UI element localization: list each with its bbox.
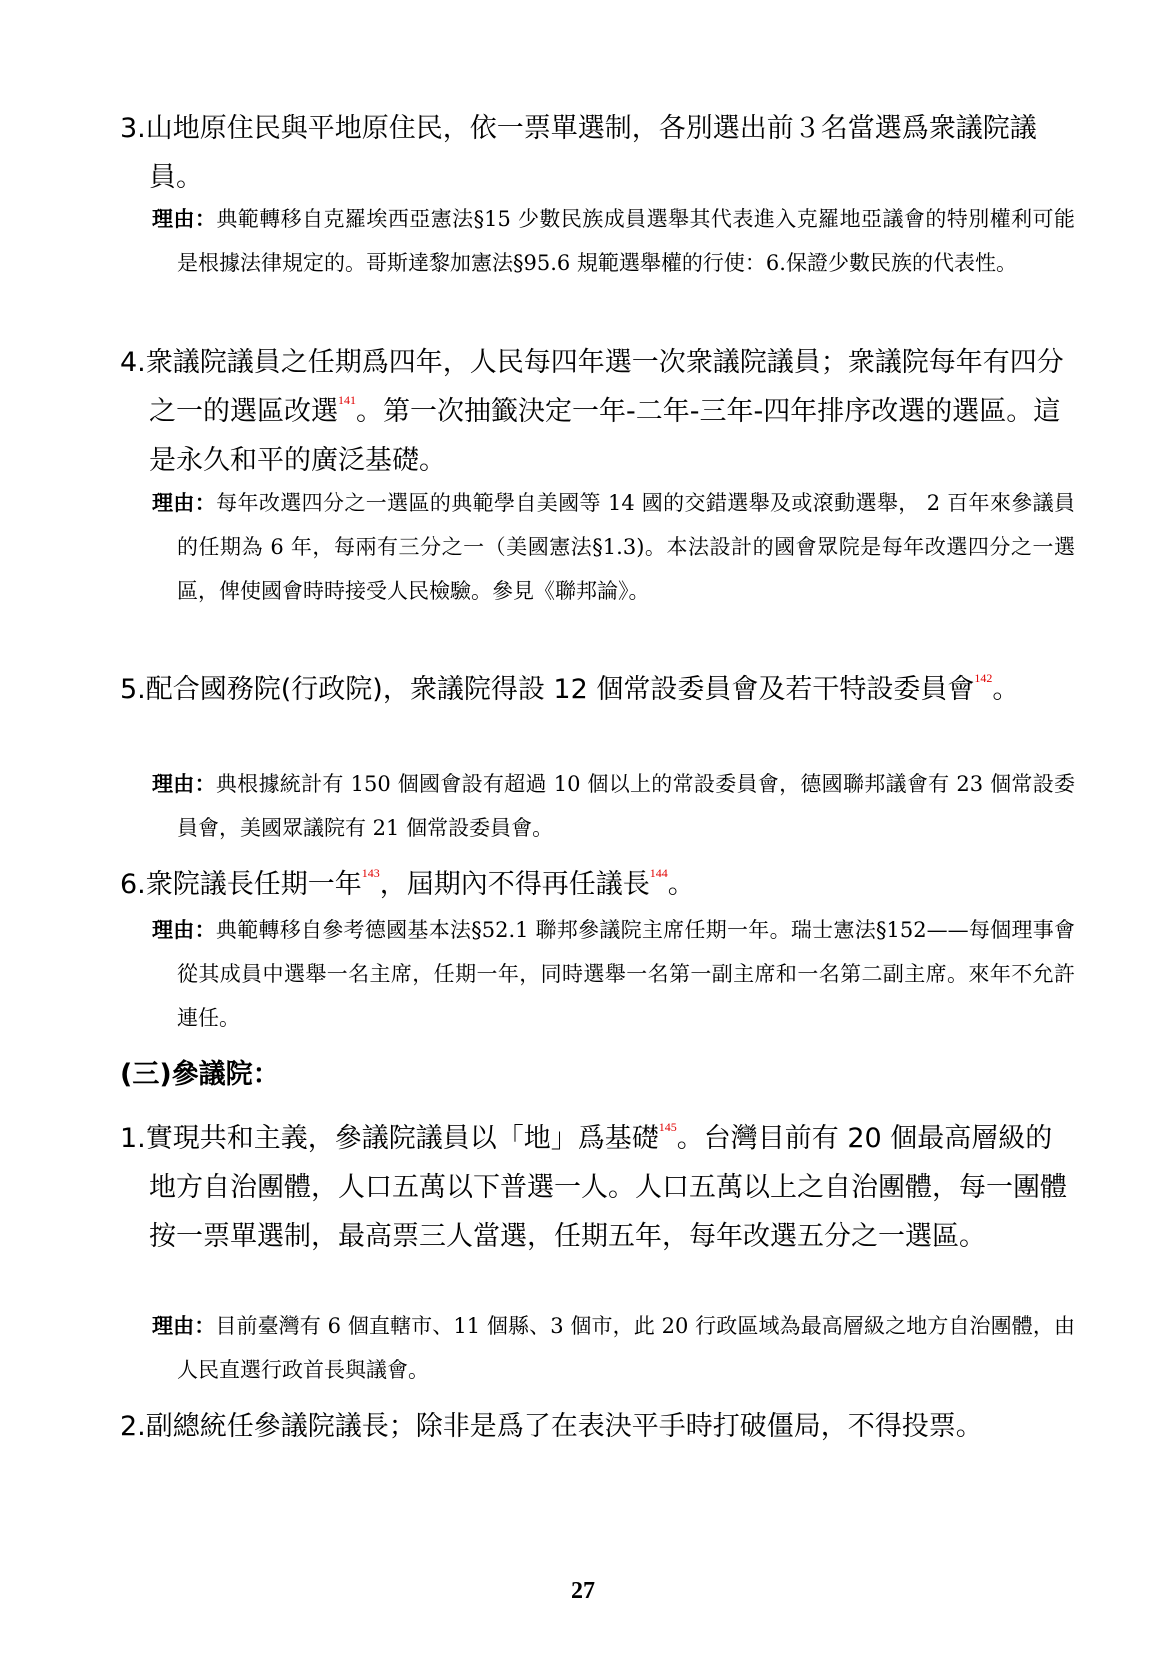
reason-label: 理由： <box>152 917 216 942</box>
reason-label: 理由： <box>152 1313 216 1338</box>
article-5 <box>120 665 1079 714</box>
page-number: 27 <box>571 1578 595 1604</box>
footnote-ref-144[interactable]: 144 <box>649 866 668 880</box>
reason-label: 理由： <box>152 490 217 515</box>
footnote-ref-145[interactable]: 145 <box>658 1120 677 1134</box>
article-3 <box>120 104 1079 202</box>
reason-text: 典範轉移自克羅埃西亞憲法§15 少數民族成員選舉其代表進入克羅地亞議會的特別權利可能是根據法律規定的。哥斯達黎加憲法§95.6 規範選舉權的行使：6.保證少數民族的代表性。 <box>177 207 1075 275</box>
senate-article-1-reason <box>152 1304 1075 1392</box>
article-5-text-1: 5.配合國務院(行政院)，衆議院得設 12 個常設委員會及若干特設委員會 <box>120 674 975 705</box>
senate-article-2-text: 2.副總統任參議院議長；除非是爲了在表決平手時打破僵局，不得投票。 <box>120 1411 983 1442</box>
article-4-text-2: 。第一次抽籤決定一年-二年-三年-四年排序改選的選區。這是永久和平的廣泛基礎。 <box>149 396 1061 476</box>
reason-label: 理由： <box>152 771 216 796</box>
article-6-text-3: 。 <box>667 869 695 900</box>
senate-article-1 <box>120 1114 1079 1261</box>
article-5-reason <box>152 762 1075 850</box>
reason-text: 每年改選四分之一選區的典範學自美國等 14 國的交錯選舉及或滾動選舉， 2 百年來參議員的任期為 6 年，每兩有三分之一（美國憲法§1.3)。本法設計的國會眾院是每年改選四分之一選區，俾使國會時時接受人民檢驗。參見《聯邦論》。 <box>177 491 1076 603</box>
article-6 <box>120 860 1079 909</box>
article-5-text-2: 。 <box>992 674 1020 705</box>
article-4-text-1: 4.衆議院議員之任期爲四年，人民每四年選一次衆議院議員；衆議院每年有四分之一的選區改選 <box>120 347 1064 427</box>
reason-text: 典根據統計有 150 個國會設有超過 10 個以上的常設委員會，德國聯邦議會有 23 個常設委員會，美國眾議院有 21 個常設委員會。 <box>177 772 1075 840</box>
article-3-text: 3.山地原住民與平地原住民，依一票單選制，各別選出前３名當選爲衆議院議員。 <box>120 113 1037 193</box>
senate-article-2 <box>120 1402 1079 1451</box>
senate-article-1-text-2: 。台灣目前有 20 個最高層級的地方自治團體，人口五萬以下普選一人。人口五萬以上之自治團體，每一團體按一票單選制，最高票三人當選，任期五年，每年改選五分之一選區。 <box>149 1123 1067 1252</box>
footnote-ref-141[interactable]: 141 <box>338 393 356 407</box>
article-3-reason <box>152 197 1075 285</box>
reason-text: 目前臺灣有 6 個直轄市、11 個縣、3 個市，此 20 行政區域為最高層級之地方自治團體，由人民直選行政首長與議會。 <box>177 1314 1076 1382</box>
reason-text: 典範轉移自參考德國基本法§52.1 聯邦參議院主席任期一年。瑞士憲法§152——每個理事會從其成員中選舉一名主席，任期一年，同時選舉一名第一副主席和一名第二副主席。來年不允許連任。 <box>177 918 1076 1030</box>
reason-label: 理由： <box>152 206 217 231</box>
article-4-reason <box>152 481 1075 613</box>
footnote-ref-143[interactable]: 143 <box>361 866 380 880</box>
article-6-text-1: 6.衆院議長任期一年 <box>120 869 362 900</box>
article-6-text-2: ，屆期內不得再任議長 <box>379 869 650 900</box>
article-4 <box>120 338 1079 485</box>
article-6-reason <box>152 908 1075 1040</box>
section-heading: (三)參議院： <box>120 1059 280 1090</box>
footnote-ref-142[interactable]: 142 <box>974 671 993 685</box>
senate-article-1-text-1: 1.實現共和主義，參議院議員以「地」爲基礎 <box>120 1123 659 1154</box>
